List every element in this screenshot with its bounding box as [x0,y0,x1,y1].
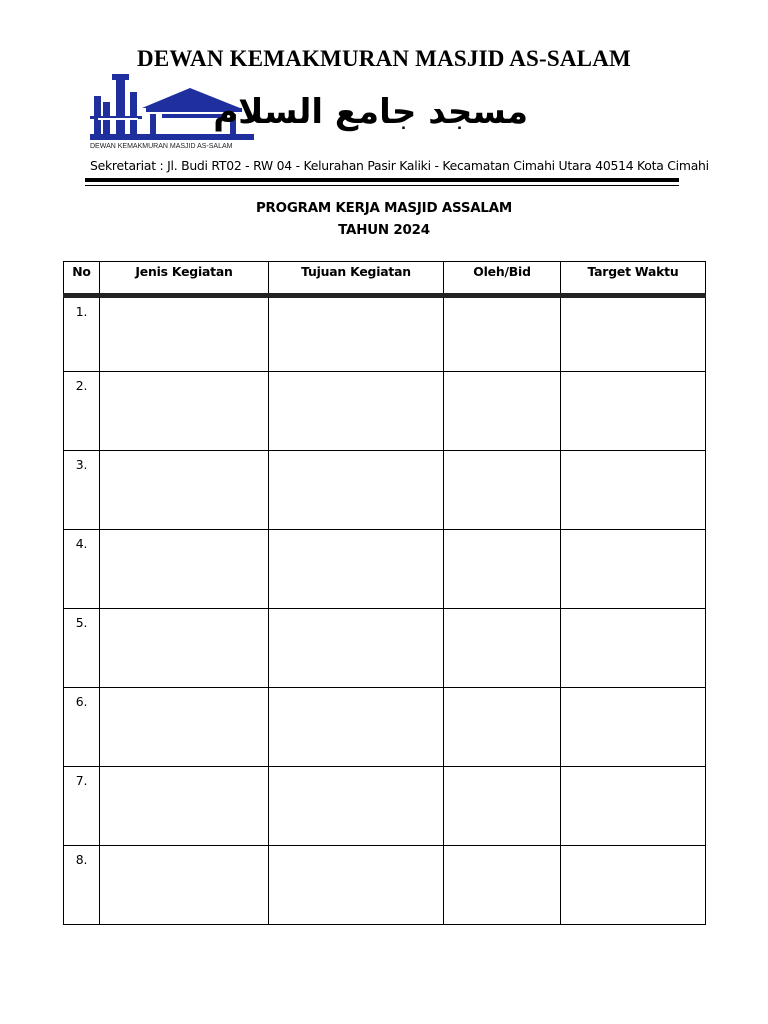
table-header-row [64,262,706,296]
cell-tujuan-kegiatan[interactable] [269,609,444,688]
table-row [64,372,706,451]
cell-jenis-kegiatan[interactable] [100,688,269,767]
table-row [64,296,706,372]
cell-tujuan-kegiatan[interactable] [269,846,444,925]
program-table [63,261,706,925]
cell-tujuan-kegiatan[interactable] [269,296,444,372]
column-header-jenis-kegiatan: Jenis Kegiatan [100,262,269,296]
document-heading [0,198,768,242]
logo-caption: DEWAN KEMAKMURAN MASJID AS-SALAM [90,143,233,150]
cell-target-waktu[interactable] [561,846,706,925]
cell-tujuan-kegiatan[interactable] [269,372,444,451]
cell-target-waktu[interactable] [561,530,706,609]
cell-oleh-bid[interactable] [444,372,561,451]
cell-target-waktu[interactable] [561,767,706,846]
cell-oleh-bid[interactable] [444,530,561,609]
cell-oleh-bid[interactable] [444,609,561,688]
cell-oleh-bid[interactable] [444,296,561,372]
cell-oleh-bid[interactable] [444,767,561,846]
row-number: 3. [64,451,100,530]
table-row [64,451,706,530]
cell-tujuan-kegiatan[interactable] [269,530,444,609]
header-rule-thick [85,178,679,182]
cell-jenis-kegiatan[interactable] [100,530,269,609]
row-number: 5. [64,609,100,688]
cell-oleh-bid[interactable] [444,451,561,530]
cell-target-waktu[interactable] [561,372,706,451]
cell-jenis-kegiatan[interactable] [100,372,269,451]
row-number: 2. [64,372,100,451]
cell-target-waktu[interactable] [561,688,706,767]
column-header-oleh-bid: Oleh/Bid [444,262,561,296]
cell-jenis-kegiatan[interactable] [100,846,269,925]
arabic-mosque-name: مسجد جامع السلام [213,92,528,132]
cell-jenis-kegiatan[interactable] [100,451,269,530]
header-rule-thin [85,185,679,186]
organization-title: DEWAN KEMAKMURAN MASJID AS-SALAM [137,46,631,71]
table-row [64,609,706,688]
document-year: TAHUN 2024 [338,223,430,238]
table-row [64,846,706,925]
table-row [64,688,706,767]
column-header-no: No [64,262,100,296]
row-number: 6. [64,688,100,767]
column-header-tujuan-kegiatan: Tujuan Kegiatan [269,262,444,296]
row-number: 8. [64,846,100,925]
cell-target-waktu[interactable] [561,451,706,530]
cell-target-waktu[interactable] [561,609,706,688]
cell-jenis-kegiatan[interactable] [100,296,269,372]
cell-jenis-kegiatan[interactable] [100,609,269,688]
table-row [64,530,706,609]
cell-oleh-bid[interactable] [444,846,561,925]
cell-tujuan-kegiatan[interactable] [269,688,444,767]
secretariat-address: Sekretariat : Jl. Budi RT02 - RW 04 - Kelurahan Pasir Kaliki - Kecamatan Cimahi Utara 40514 Kota Cimahi [90,158,709,173]
cell-target-waktu[interactable] [561,296,706,372]
column-header-target-waktu: Target Waktu [561,262,706,296]
table-row [64,767,706,846]
cell-tujuan-kegiatan[interactable] [269,767,444,846]
row-number: 1. [64,296,100,372]
cell-jenis-kegiatan[interactable] [100,767,269,846]
document-title: PROGRAM KERJA MASJID ASSALAM [255,201,513,216]
row-number: 4. [64,530,100,609]
cell-oleh-bid[interactable] [444,688,561,767]
row-number: 7. [64,767,100,846]
cell-tujuan-kegiatan[interactable] [269,451,444,530]
